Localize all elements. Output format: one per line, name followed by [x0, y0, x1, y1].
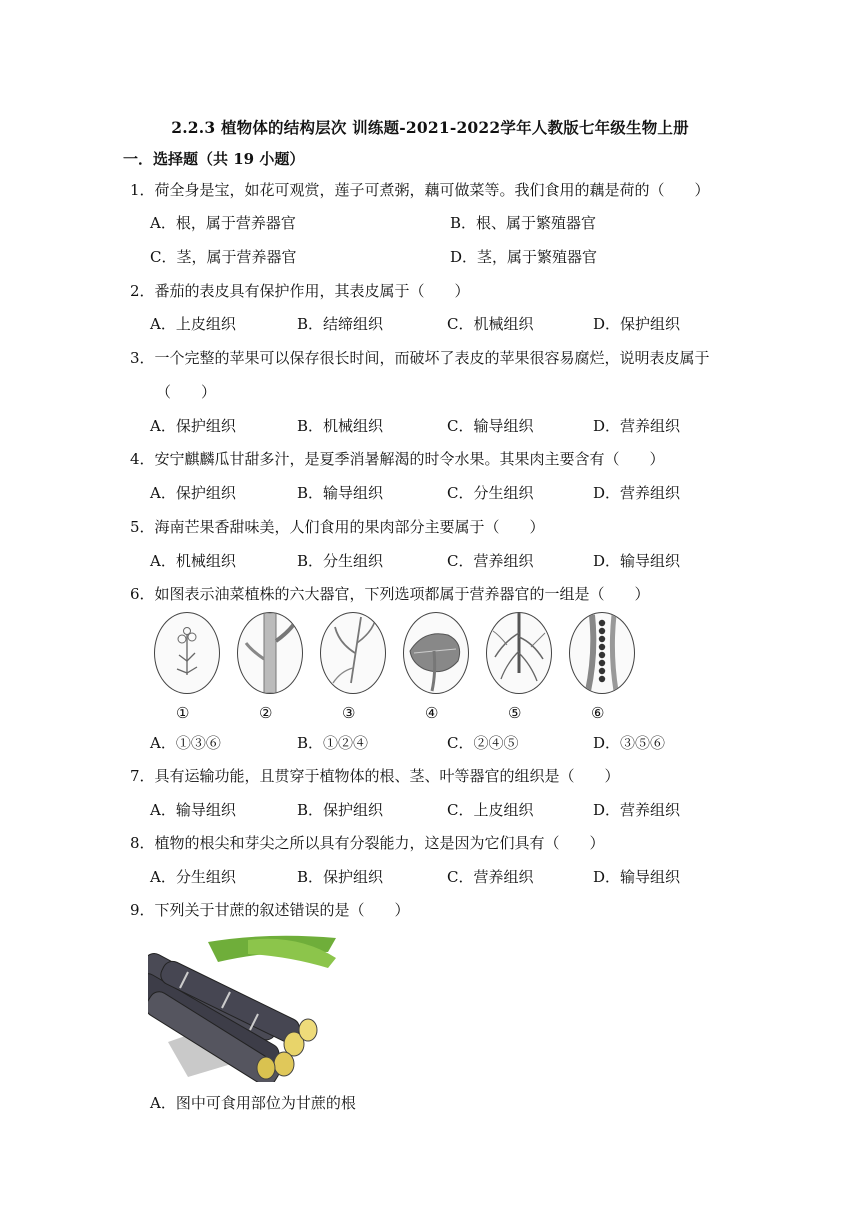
- organ-1-flower: [154, 612, 220, 724]
- q8-option-c: C．营养组织: [447, 868, 534, 886]
- q1-option-b: B．根、属于繁殖器官: [450, 214, 597, 232]
- question-8-stem: 8．植物的根尖和芽尖之所以具有分裂能力，这是因为它们具有（ ）: [130, 834, 605, 852]
- question-4-stem: 4．安宁麒麟瓜甘甜多汁，是夏季消暑解渴的时令水果。其果肉主要含有（ ）: [130, 450, 665, 468]
- q5-option-d: D．输导组织: [593, 552, 681, 570]
- q3-option-c: C．输导组织: [447, 417, 534, 435]
- q7-option-d: D．营养组织: [593, 801, 681, 819]
- q4-option-c: C．分生组织: [447, 484, 534, 502]
- q8-option-b: B．保护组织: [297, 868, 384, 886]
- q7-option-b: B．保护组织: [297, 801, 384, 819]
- q8-option-d: D．输导组织: [593, 868, 681, 886]
- organ-label-2: ②: [259, 704, 273, 722]
- q5-option-a: A．机械组织: [150, 552, 236, 570]
- organ-2-stem: [237, 612, 303, 724]
- q6-option-d: D．③⑤⑥: [593, 734, 666, 752]
- question-3-stem-continued: （ ）: [156, 383, 217, 401]
- q1-option-c: C．茎，属于营养器官: [150, 248, 297, 266]
- q3-option-b: B．机械组织: [297, 417, 384, 435]
- question-9-stem: 9．下列关于甘蔗的叙述错误的是（ ）: [130, 901, 410, 919]
- question-7-stem: 7．具有运输功能，且贯穿于植物体的根、茎、叶等器官的组织是（ ）: [130, 767, 620, 785]
- organ-3-fruit: [320, 612, 386, 724]
- organ-4-leaf: [403, 612, 469, 724]
- q9-option-a: A．图中可食用部位为甘蔗的根: [150, 1094, 356, 1112]
- organ-label-6: ⑥: [591, 704, 605, 722]
- organ-label-4: ④: [425, 704, 439, 722]
- q1-option-d: D．茎，属于繁殖器官: [450, 248, 598, 266]
- rapeseed-organs-figure: [150, 612, 640, 724]
- section-heading: 一．选择题（共 19 小题）: [123, 150, 305, 168]
- q5-option-c: C．营养组织: [447, 552, 534, 570]
- page-title: 2.2.3 植物体的结构层次 训练题-2021-2022学年人教版七年级生物上册: [171, 118, 689, 137]
- question-6-stem: 6．如图表示油菜植株的六大器官，下列选项都属于营养器官的一组是（ ）: [130, 585, 650, 603]
- q7-option-a: A．输导组织: [150, 801, 236, 819]
- organ-5-root: [486, 612, 552, 724]
- q5-option-b: B．分生组织: [297, 552, 384, 570]
- q4-option-d: D．营养组织: [593, 484, 681, 502]
- q4-option-b: B．输导组织: [297, 484, 384, 502]
- organ-label-5: ⑤: [508, 704, 522, 722]
- question-5-stem: 5．海南芒果香甜味美，人们食用的果肉部分主要属于（ ）: [130, 518, 545, 536]
- q7-option-c: C．上皮组织: [447, 801, 534, 819]
- q6-option-b: B．①②④: [297, 734, 369, 752]
- q4-option-a: A．保护组织: [150, 484, 236, 502]
- organ-label-3: ③: [342, 704, 356, 722]
- q2-option-a: A．上皮组织: [150, 315, 236, 333]
- question-1-stem: 1．荷全身是宝，如花可观赏，莲子可煮粥，藕可做菜等。我们食用的藕是荷的（ ）: [130, 181, 710, 199]
- q2-option-c: C．机械组织: [447, 315, 534, 333]
- q1-option-a: A．根，属于营养器官: [150, 214, 296, 232]
- q6-option-a: A．①③⑥: [150, 734, 221, 752]
- q6-option-c: C．②④⑤: [447, 734, 519, 752]
- question-2-stem: 2．番茄的表皮具有保护作用，其表皮属于（ ）: [130, 282, 470, 300]
- organ-6-seed: [569, 612, 635, 724]
- question-3-stem: 3．一个完整的苹果可以保存很长时间，而破坏了表皮的苹果很容易腐烂，说明表皮属于: [130, 349, 710, 367]
- q2-option-d: D．保护组织: [593, 315, 681, 333]
- organ-label-1: ①: [176, 704, 190, 722]
- q3-option-d: D．营养组织: [593, 417, 681, 435]
- q8-option-a: A．分生组织: [150, 868, 236, 886]
- q3-option-a: A．保护组织: [150, 417, 236, 435]
- q2-option-b: B．结缔组织: [297, 315, 384, 333]
- sugarcane-image: [148, 932, 338, 1082]
